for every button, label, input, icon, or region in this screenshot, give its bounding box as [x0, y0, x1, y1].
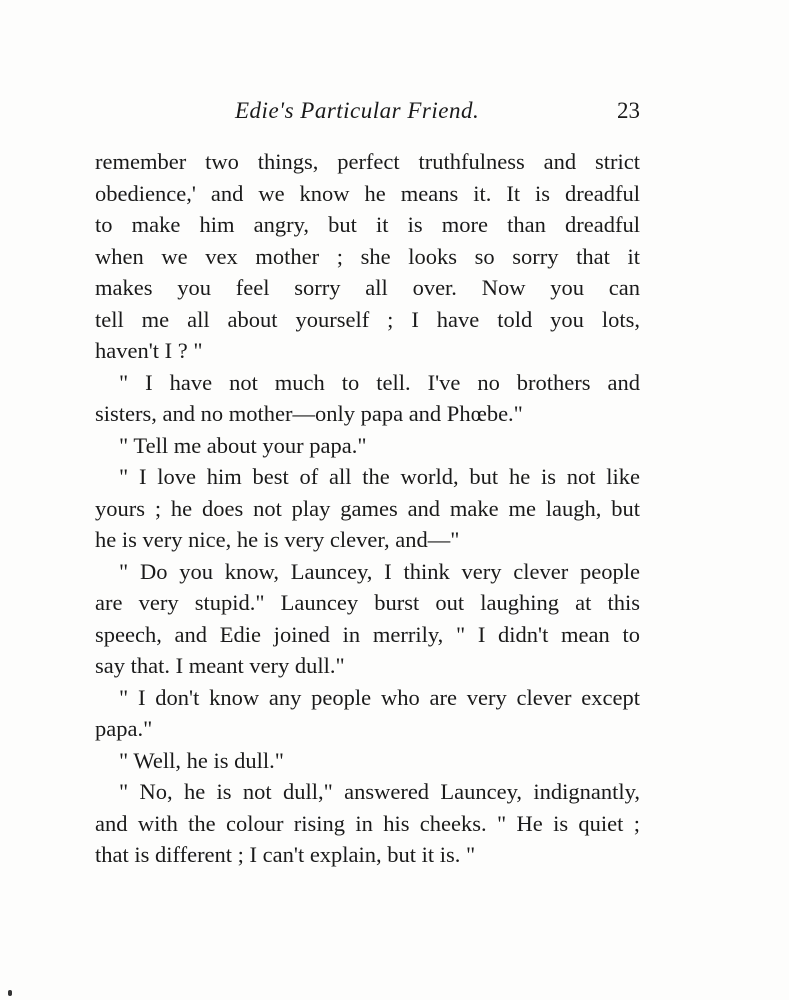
text-line: " I love him best of all the world, but he is not like [119, 464, 640, 489]
text-line: yours ; he does not play games and make me laugh, but [95, 495, 640, 521]
text-line: and with the colour rising in his cheeks. " He is quiet ; [95, 810, 640, 836]
body-text [95, 146, 640, 871]
text-line: " Do you know, Launcey, I think very clever people [119, 558, 640, 584]
text-line: papa." [95, 716, 153, 741]
text-line: obedience,' and we know he means it. It is dreadful [95, 180, 640, 206]
text-line: " Tell me about your papa." [119, 432, 367, 458]
text-line: sisters, and no mother—only papa and Phœbe." [95, 401, 523, 426]
page-number: 23 [617, 98, 640, 123]
print-speck [8, 990, 12, 996]
text-line: say that. I meant very dull." [95, 653, 345, 678]
running-head [95, 98, 640, 132]
text-line: " I have not much to tell. I've no brothers and [119, 369, 640, 395]
text-line: that is different ; I can't explain, but it is. " [95, 842, 476, 867]
text-line: to make him angry, but it is more than dreadful [95, 212, 640, 237]
text-line: when we vex mother ; she looks so sorry that it [95, 243, 640, 269]
text-line: haven't I ? " [95, 338, 203, 363]
text-line: " I don't know any people who are very clever except [119, 684, 640, 710]
text-line: are very stupid." Launcey burst out laughing at this [95, 590, 640, 615]
running-title: Edie's Particular Friend. [235, 98, 480, 123]
text-line: remember two things, perfect truthfulness and strict [95, 149, 640, 174]
text-line: tell me all about yourself ; I have told you lots, [95, 306, 640, 332]
text-line: " Well, he is dull." [119, 747, 284, 773]
text-line: he is very nice, he is very clever, and—" [95, 527, 460, 552]
text-line: makes you feel sorry all over. Now you can [95, 275, 640, 300]
text-line: " No, he is not dull," answered Launcey, indignantly, [119, 779, 640, 804]
text-line: speech, and Edie joined in merrily, " I didn't mean to [95, 621, 640, 647]
